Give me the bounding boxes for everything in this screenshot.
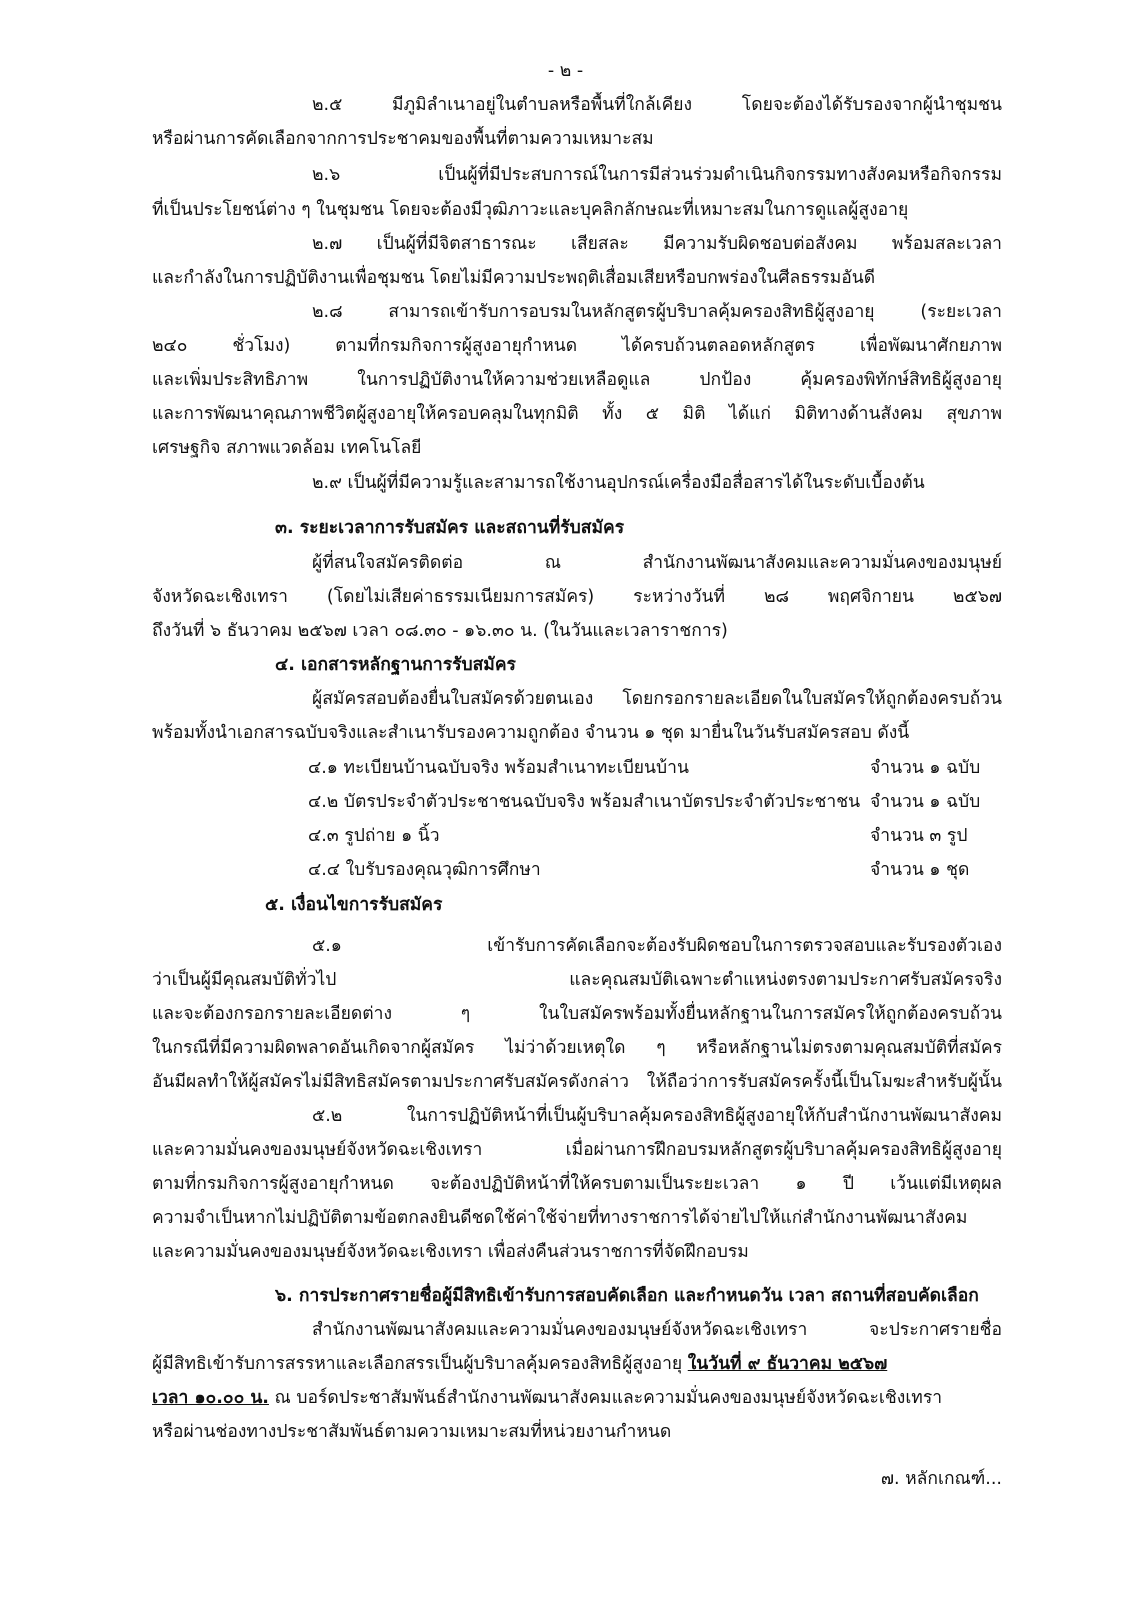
section-5-1-line-3: และจะต้องกรอกรายละเอียดต่าง ๆ ในใบสมัครพร้อมทั้งยื่นหลักฐานในการสมัครให้ถูกต้องครบถ้วน	[152, 1004, 1002, 1024]
section-5-1-line-1: ๕.๑ เข้ารับการคัดเลือกจะต้องรับผิดชอบในการตรวจสอบและรับรองตัวเอง	[312, 936, 1002, 956]
section-3-line-2: จังหวัดฉะเชิงเทรา (โดยไม่เสียค่าธรรมเนียมการสมัคร) ระหว่างวันที่ ๒๘ พฤศจิกายน ๒๕๖๗	[152, 587, 1002, 607]
document-list-item-qty: จำนวน ๑ ฉบับ	[870, 792, 981, 812]
criterion-2-5-line-2: หรือผ่านการคัดเลือกจากการประชาคมของพื้นที่ตามความเหมาะสม	[152, 129, 654, 149]
section-6-line-4: หรือผ่านช่องทางประชาสัมพันธ์ตามความเหมาะสมที่หน่วยงานกำหนด	[152, 1422, 672, 1442]
criterion-2-8-line-1: ๒.๘ สามารถเข้ารับการอบรมในหลักสูตรผู้บริบาลคุ้มครองสิทธิผู้สูงอายุ (ระยะเวลา	[312, 302, 1002, 322]
criterion-2-5-line-1: ๒.๕ มีภูมิลำเนาอยู่ในตำบลหรือพื้นที่ใกล้เคียง โดยจะต้องได้รับรองจากผู้นำชุมชน	[312, 95, 1002, 115]
criterion-2-8-line-4: และการพัฒนาคุณภาพชีวิตผู้สูงอายุให้ครอบคลุมในทุกมิติ ทั้ง ๕ มิติ ได้แก่ มิติทางด้านสังคม สุขภาพ	[152, 404, 1002, 424]
section-6-line-2	[152, 1351, 1002, 1377]
section-5-1-line-4: ในกรณีที่มีความผิดพลาดอันเกิดจากผู้สมัคร ไม่ว่าด้วยเหตุใด ๆ หรือหลักฐานไม่ตรงตามคุณสมบัติที่สมัคร	[152, 1038, 1002, 1058]
section-5-2-line-3: ตามที่กรมกิจการผู้สูงอายุกำหนด จะต้องปฏิบัติหน้าที่ให้ครบตามเป็นระยะเวลา ๑ ปี เว้นแต่มีเหตุผล	[152, 1174, 1002, 1194]
section-3-line-1: ผู้ที่สนใจสมัครติดต่อ ณ สำนักงานพัฒนาสังคมและความมั่นคงของมนุษย์	[312, 553, 1002, 573]
section-3-line-3: ถึงวันที่ ๖ ธันวาคม ๒๕๖๗ เวลา ๐๘.๓๐ - ๑๖.๓๐ น. (ในวันและเวลาราชการ)	[152, 621, 728, 641]
announcement-time: เวลา ๑๐.๐๐ น.	[152, 1388, 269, 1408]
criterion-2-8-line-2: ๒๔๐ ชั่วโมง) ตามที่กรมกิจการผู้สูงอายุกำหนด ได้ครบถ้วนตลอดหลักสูตร เพื่อพัฒนาศักยภาพ	[152, 336, 1002, 356]
document-list-item	[308, 755, 1002, 781]
document-list-item-text: ๔.๑ ทะเบียนบ้านฉบับจริง พร้อมสำเนาทะเบียนบ้าน	[308, 758, 689, 778]
section-5-2-line-1: ๕.๒ ในการปฏิบัติหน้าที่เป็นผู้บริบาลคุ้มครองสิทธิผู้สูงอายุให้กับสำนักงานพัฒนาสังคม	[312, 1106, 1002, 1126]
continuation-marker: ๗. หลักเกณฑ์...	[880, 1469, 1002, 1489]
criterion-2-8-line-3: และเพิ่มประสิทธิภาพ ในการปฏิบัติงานให้ความช่วยเหลือดูแล ปกป้อง คุ้มครองพิทักษ์สิทธิผู้สูงอายุ	[152, 370, 1002, 390]
section-5-2-line-2: และความมั่นคงของมนุษย์จังหวัดฉะเชิงเทรา เมื่อผ่านการฝึกอบรมหลักสูตรผู้บริบาลคุ้มครองสิทธิผู้สูงอายุ	[152, 1140, 1002, 1160]
document-list-item-text: ๔.๓ รูปถ่าย ๑ นิ้ว	[308, 826, 440, 846]
section-5-1-line-5: อันมีผลทำให้ผู้สมัครไม่มีสิทธิสมัครตามประกาศรับสมัครดังกล่าว ให้ถือว่าการรับสมัครครั้งนี้เป็นโมฆะสำหรับผู้นั้น	[152, 1072, 1002, 1092]
section-4-line-1: ผู้สมัครสอบต้องยื่นใบสมัครด้วยตนเอง โดยกรอกรายละเอียดในใบสมัครให้ถูกต้องครบถ้วน	[312, 689, 1002, 709]
document-list-item	[308, 823, 1002, 849]
page-number: - ๒ -	[547, 61, 584, 81]
announcement-date: ในวันที่ ๙ ธันวาคม ๒๕๖๗	[687, 1354, 888, 1374]
section-6-line-3-text: ณ บอร์ดประชาสัมพันธ์สำนักงานพัฒนาสังคมและความมั่นคงของมนุษย์จังหวัดฉะเชิงเทรา	[268, 1388, 943, 1408]
document-list-item-text: ๔.๒ บัตรประจำตัวประชาชนฉบับจริง พร้อมสำเนาบัตรประจำตัวประชาชน	[308, 792, 861, 812]
criterion-2-8-line-5: เศรษฐกิจ สภาพแวดล้อม เทคโนโลยี	[152, 438, 422, 458]
document-list-item-qty: จำนวน ๓ รูป	[870, 826, 968, 846]
section-4-line-2: พร้อมทั้งนำเอกสารฉบับจริงและสำเนารับรองความถูกต้อง จำนวน ๑ ชุด มายื่นในวันรับสมัครสอบ ดังนี้	[152, 723, 910, 743]
document-list-item	[308, 857, 1002, 883]
criterion-2-6-line-1: ๒.๖ เป็นผู้ที่มีประสบการณ์ในการมีส่วนร่วมดำเนินกิจกรรมทางสังคมหรือกิจกรรม	[312, 165, 1002, 185]
section-5-1-line-2: ว่าเป็นผู้มีคุณสมบัติทั่วไป และคุณสมบัติเฉพาะตำแหน่งตรงตามประกาศรับสมัครจริง	[152, 970, 1002, 990]
document-list-item-qty: จำนวน ๑ ฉบับ	[870, 758, 981, 778]
section-6-line-3	[152, 1385, 1002, 1411]
section-5-2-line-4: ความจำเป็นหากไม่ปฏิบัติตามข้อตกลงยินดีชดใช้ค่าใช้จ่ายที่ทางราชการได้จ่ายไปให้แก่สำนักงานพัฒนาสังคม	[152, 1208, 968, 1228]
document-list-item	[308, 789, 1002, 815]
section-3-heading: ๓. ระยะเวลาการรับสมัคร และสถานที่รับสมัคร	[275, 518, 625, 538]
criterion-2-7-line-2: และกำลังในการปฏิบัติงานเพื่อชุมชน โดยไม่มีความประพฤติเสื่อมเสียหรือบกพร่องในศีลธรรมอันดี	[152, 268, 876, 288]
section-6-line-1: สำนักงานพัฒนาสังคมและความมั่นคงของมนุษย์จังหวัดฉะเชิงเทรา จะประกาศรายชื่อ	[312, 1320, 1002, 1340]
document-list-item-text: ๔.๔ ใบรับรองคุณวุฒิการศึกษา	[308, 860, 541, 880]
section-4-heading: ๔. เอกสารหลักฐานการรับสมัคร	[275, 655, 516, 675]
section-5-2-line-5: และความมั่นคงของมนุษย์จังหวัดฉะเชิงเทรา เพื่อส่งคืนส่วนราชการที่จัดฝึกอบรม	[152, 1242, 749, 1262]
section-5-heading: ๕. เงื่อนไขการรับสมัคร	[265, 895, 443, 915]
criterion-2-6-line-2: ที่เป็นประโยชน์ต่าง ๆ ในชุมชน โดยจะต้องมีวุฒิภาวะและบุคลิกลักษณะที่เหมาะสมในการดูแลผู้สูงอายุ	[152, 200, 909, 220]
criterion-2-9-line-1: ๒.๙ เป็นผู้ที่มีความรู้และสามารถใช้งานอุปกรณ์เครื่องมือสื่อสารได้ในระดับเบื้องต้น	[312, 473, 925, 493]
document-list-item-qty: จำนวน ๑ ชุด	[870, 860, 970, 880]
section-6-heading: ๖. การประกาศรายชื่อผู้มีสิทธิเข้ารับการสอบคัดเลือก และกำหนดวัน เวลา สถานที่สอบคัดเลือก	[275, 1286, 979, 1306]
criterion-2-7-line-1: ๒.๗ เป็นผู้ที่มีจิตสาธารณะ เสียสละ มีความรับผิดชอบต่อสังคม พร้อมสละเวลา	[312, 234, 1002, 254]
section-6-line-2-text: ผู้มีสิทธิเข้ารับการสรรหาและเลือกสรรเป็นผู้บริบาลคุ้มครองสิทธิผู้สูงอายุ	[152, 1354, 688, 1374]
